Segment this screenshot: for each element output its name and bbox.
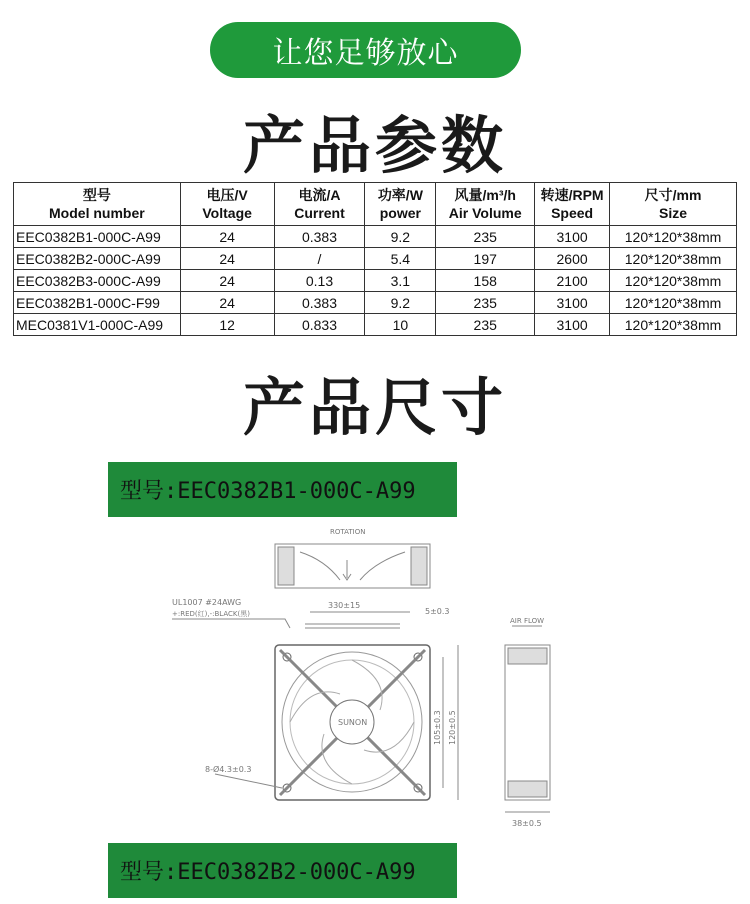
cell-size: 120*120*38mm [610, 248, 737, 270]
section-title-parameters: 产品参数 [242, 109, 507, 182]
column-header-size: 尺寸/mm Size [610, 183, 737, 226]
table-header-row [14, 183, 737, 226]
cell-speed: 3100 [535, 314, 610, 336]
cell-current: 0.383 [274, 292, 365, 314]
side-view-top [275, 544, 430, 588]
cell-air-volume: 158 [436, 270, 535, 292]
air-flow-label: AIR FLOW [510, 617, 545, 625]
cell-size: 120*120*38mm [610, 292, 737, 314]
cell-power: 3.1 [365, 270, 436, 292]
cell-size: 120*120*38mm [610, 314, 737, 336]
hole-spacing-label: 105±0.3 [433, 710, 442, 745]
table-row [14, 270, 737, 292]
cell-model: EEC0382B2-000C-A99 [14, 248, 181, 270]
table-row [14, 226, 737, 248]
cell-speed: 3100 [535, 292, 610, 314]
cell-voltage: 24 [180, 248, 274, 270]
column-header-voltage: 电压/V Voltage [180, 183, 274, 226]
cell-voltage: 24 [180, 226, 274, 248]
cell-speed: 2100 [535, 270, 610, 292]
column-header-air-volume: 风量/m³/h Air Volume [436, 183, 535, 226]
fan-wires [305, 624, 400, 628]
cell-current: 0.13 [274, 270, 365, 292]
cell-power: 5.4 [365, 248, 436, 270]
cell-air-volume: 235 [436, 292, 535, 314]
model-banner: 型号:EEC0382B2-000C-A99 [108, 843, 457, 898]
side-view-right [505, 645, 550, 812]
strip-length-label: 5±0.3 [425, 607, 450, 616]
brand-label: SUNON [338, 718, 368, 727]
column-header-speed: 转速/RPM Speed [535, 183, 610, 226]
cell-speed: 3100 [535, 226, 610, 248]
cell-model: MEC0381V1-000C-A99 [14, 314, 181, 336]
wire-colors-label: +:RED(红),-:BLACK(黑) [172, 610, 250, 618]
rotation-label: ROTATION [330, 528, 366, 536]
cell-size: 120*120*38mm [610, 226, 737, 248]
cell-current: 0.383 [274, 226, 365, 248]
table-row [14, 314, 737, 336]
cell-speed: 2600 [535, 248, 610, 270]
cell-power: 10 [365, 314, 436, 336]
cell-voltage: 12 [180, 314, 274, 336]
holes-label: 8-Ø4.3±0.3 [205, 765, 252, 774]
column-header-model: 型号 Model number [14, 183, 181, 226]
cell-size: 120*120*38mm [610, 270, 737, 292]
frame-size-label: 120±0.5 [448, 710, 457, 745]
cell-voltage: 24 [180, 292, 274, 314]
cell-current: / [274, 248, 365, 270]
cell-current: 0.833 [274, 314, 365, 336]
wire-spec-label: UL1007 #24AWG [172, 598, 242, 607]
model-banner: 型号:EEC0382B1-000C-A99 [108, 462, 457, 517]
depth-label: 38±0.5 [512, 819, 542, 828]
table-row [14, 248, 737, 270]
lead-length-label: 330±15 [328, 601, 361, 610]
cell-power: 9.2 [365, 226, 436, 248]
cell-power: 9.2 [365, 292, 436, 314]
spec-table [13, 182, 737, 336]
cell-air-volume: 197 [436, 248, 535, 270]
header-pill: 让您足够放心 [210, 22, 521, 78]
column-header-power: 功率/W power [365, 183, 436, 226]
cell-air-volume: 235 [436, 226, 535, 248]
cell-model: EEC0382B1-000C-A99 [14, 226, 181, 248]
cell-voltage: 24 [180, 270, 274, 292]
table-row [14, 292, 737, 314]
column-header-current: 电流/A Current [274, 183, 365, 226]
cell-air-volume: 235 [436, 314, 535, 336]
cell-model: EEC0382B1-000C-F99 [14, 292, 181, 314]
fan-dimension-drawing [150, 520, 590, 840]
cell-model: EEC0382B3-000C-A99 [14, 270, 181, 292]
section-title-dimensions: 产品尺寸 [242, 371, 507, 444]
